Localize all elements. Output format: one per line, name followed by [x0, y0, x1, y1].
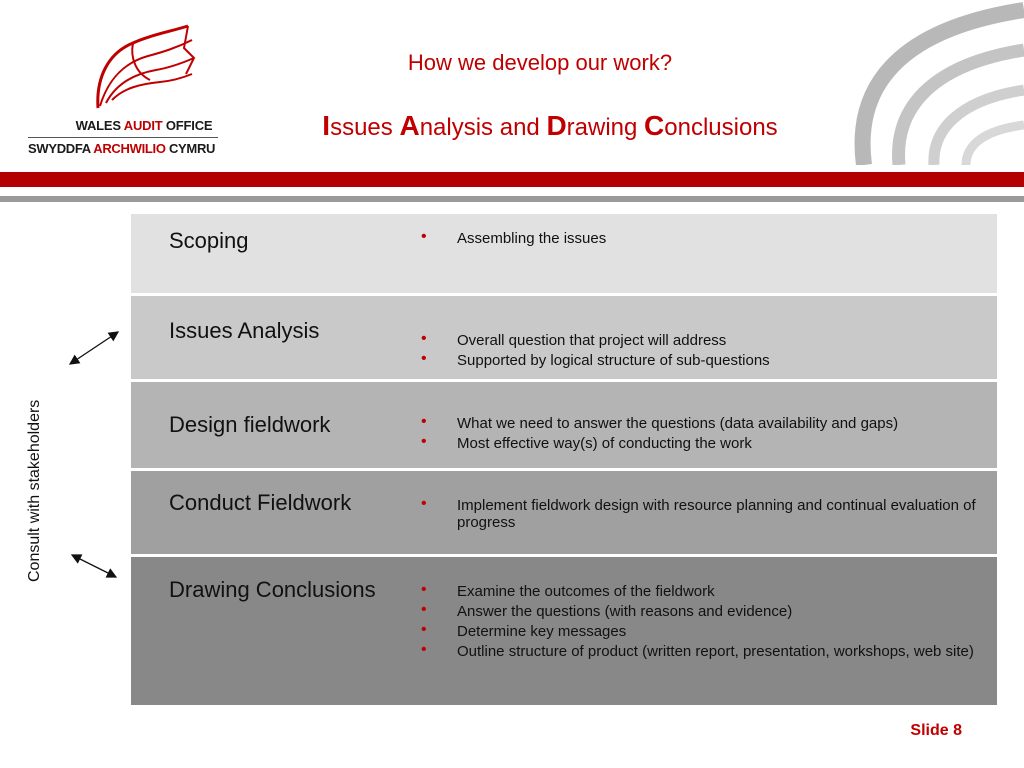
header-gray-bar	[0, 196, 1024, 202]
consult-stakeholders-label: Consult with stakeholders	[26, 399, 43, 582]
bullet-icon: •	[421, 621, 427, 638]
stage-bullets	[421, 415, 981, 455]
stage-label: Conduct Fieldwork	[169, 490, 352, 515]
stage-bullets	[421, 583, 981, 663]
stage-label: Issues Analysis	[169, 318, 320, 343]
stage-row-scoping	[131, 214, 997, 296]
wales-audit-office-logo	[28, 18, 228, 168]
bullet-item: • Supported by logical structure of sub-questions	[421, 350, 770, 369]
stage-row-design-fieldwork	[131, 382, 997, 471]
upper-double-arrow-icon	[70, 332, 118, 364]
bullet-item: • What we need to answer the questions (data availability and gaps)	[421, 413, 899, 432]
slide-title: How we develop our work?	[407, 50, 673, 75]
bullet-icon: •	[421, 433, 427, 450]
decorative-curves	[854, 0, 1024, 165]
bullet-icon: •	[421, 228, 427, 245]
bullet-item: • Assembling the issues	[421, 228, 607, 247]
process-stages	[131, 214, 997, 705]
stage-label: Design fieldwork	[169, 412, 331, 437]
stage-bullets	[421, 332, 981, 372]
bullet-icon: •	[421, 350, 427, 367]
bullet-icon: •	[421, 581, 427, 598]
stage-bullets	[421, 230, 981, 250]
slide-number: Slide 8	[910, 722, 962, 739]
slide-subtitle: Issues Analysis and Drawing Conclusions	[322, 110, 778, 141]
bullet-icon: •	[421, 601, 427, 618]
logo-english-name: WALES AUDIT OFFICE	[75, 118, 213, 133]
bullet-item: • Most effective way(s) of conducting the work	[421, 433, 752, 452]
stage-row-issues-analysis	[131, 296, 997, 382]
stage-row-drawing-conclusions	[131, 557, 997, 705]
logo-welsh-name: SWYDDFA ARCHWILIO CYMRU	[28, 141, 216, 156]
bullet-item: • Determine key messages	[421, 621, 627, 640]
bullet-item: • Implement fieldwork design with resource planning and continual evaluation of progress	[421, 495, 976, 531]
bullet-icon: •	[421, 413, 427, 430]
bullet-icon: •	[421, 330, 427, 347]
double-arrows	[60, 320, 130, 590]
dragon-wing-icon	[88, 18, 198, 113]
header-red-bar	[0, 172, 1024, 187]
bullet-item: • Outline structure of product (written report, presentation, workshops, web site)	[421, 641, 974, 660]
lower-double-arrow-icon	[72, 555, 116, 577]
stage-bullets	[421, 497, 981, 534]
bullet-icon: •	[421, 641, 427, 658]
bullet-item: • Overall question that project will address	[421, 330, 727, 349]
bullet-icon: •	[421, 495, 427, 512]
stage-label: Drawing Conclusions	[169, 577, 376, 602]
bullet-item: • Answer the questions (with reasons and evidence)	[421, 601, 793, 620]
bullet-item: • Examine the outcomes of the fieldwork	[421, 581, 715, 600]
stage-label: Scoping	[169, 228, 249, 253]
stage-row-conduct-fieldwork	[131, 471, 997, 557]
logo-divider	[28, 137, 218, 138]
